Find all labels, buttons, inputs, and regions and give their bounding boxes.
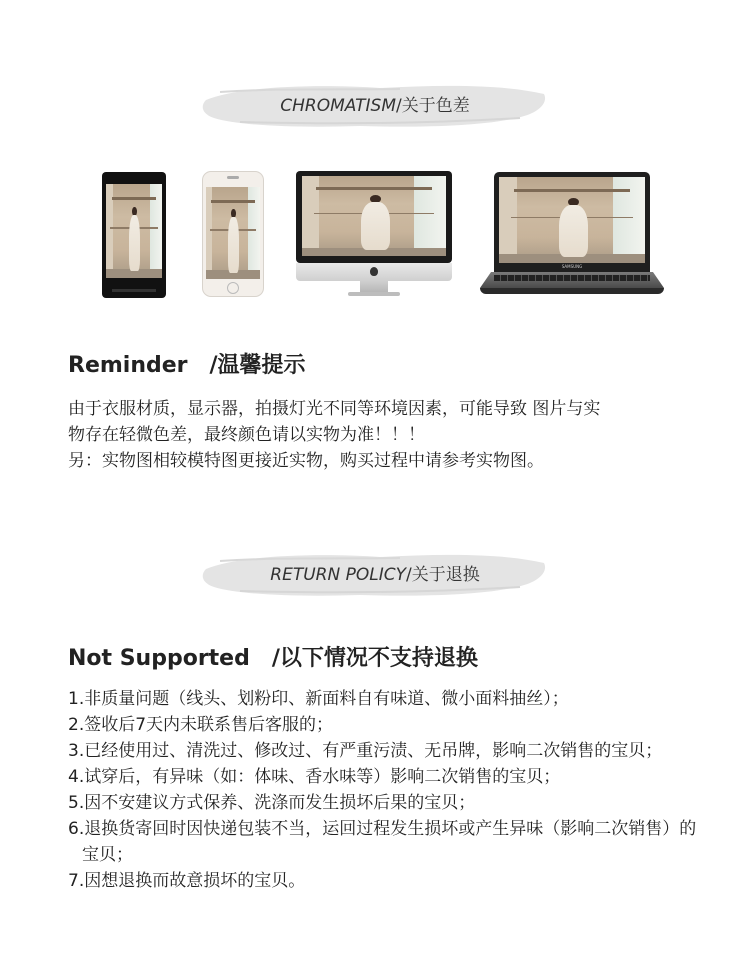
list-item: 1.非质量问题（线头、划粉印、新面料自有味道、微小面料抽丝）； — [68, 689, 569, 709]
laptop — [480, 172, 664, 296]
android-phone — [102, 172, 166, 298]
chromatism-title-en: CHROMATISM — [280, 96, 397, 116]
list-item: 2.签收后7天内未联系售后客服的； — [68, 715, 334, 735]
reminder-body — [68, 396, 698, 474]
return-policy-title-cn: /关于退换 — [405, 565, 480, 585]
return-policy-title-en: RETURN POLICY — [270, 565, 406, 585]
not-supported-title-en: Not Supported — [68, 646, 250, 671]
reminder-line: 由于衣服材质，显示器，拍摄灯光不同等环境因素，可能导致 图片与实 — [68, 399, 601, 419]
not-supported-title-cn: /以下情况不支持退换 — [271, 646, 478, 671]
list-item: 4.试穿后，有异味（如：体味、香水味等）影响二次销售的宝贝； — [68, 767, 561, 787]
reminder-line: 另：实物图相较模特图更接近实物，购买过程中请参考实物图。 — [68, 451, 544, 471]
phone-screen-photo — [106, 184, 162, 278]
list-item: 5.因不安建议方式保养、洗涤而发生损坏后果的宝贝； — [68, 793, 476, 813]
not-supported-title — [68, 641, 478, 672]
iphone — [202, 171, 264, 297]
apple-logo-icon — [370, 267, 378, 276]
list-item: 7.因想退换而故意损坏的宝贝。 — [68, 871, 306, 891]
reminder-line: 物存在轻微色差，最终颜色请以实物为准！！！ — [68, 425, 425, 445]
chromatism-header — [200, 80, 550, 132]
reminder-title — [68, 348, 306, 379]
not-supported-list — [68, 686, 708, 894]
reminder-title-cn: /温馨提示 — [209, 353, 306, 378]
laptop-screen-photo — [499, 177, 645, 263]
imac — [296, 171, 452, 297]
laptop-brand: SAMSUNG — [561, 264, 583, 269]
iphone-screen-photo — [206, 187, 260, 279]
chromatism-title-cn: /关于色差 — [396, 96, 470, 116]
imac-screen-photo — [302, 176, 446, 256]
return-policy-header — [200, 549, 550, 601]
list-item: 6.退换货寄回时因快递包装不当，运回过程发生损坏或产生异味（影响二次销售）的宝贝； — [68, 819, 697, 865]
list-item: 3.已经使用过、清洗过、修改过、有严重污渍、无吊牌，影响二次销售的宝贝； — [68, 741, 663, 761]
reminder-title-en: Reminder — [68, 353, 188, 378]
